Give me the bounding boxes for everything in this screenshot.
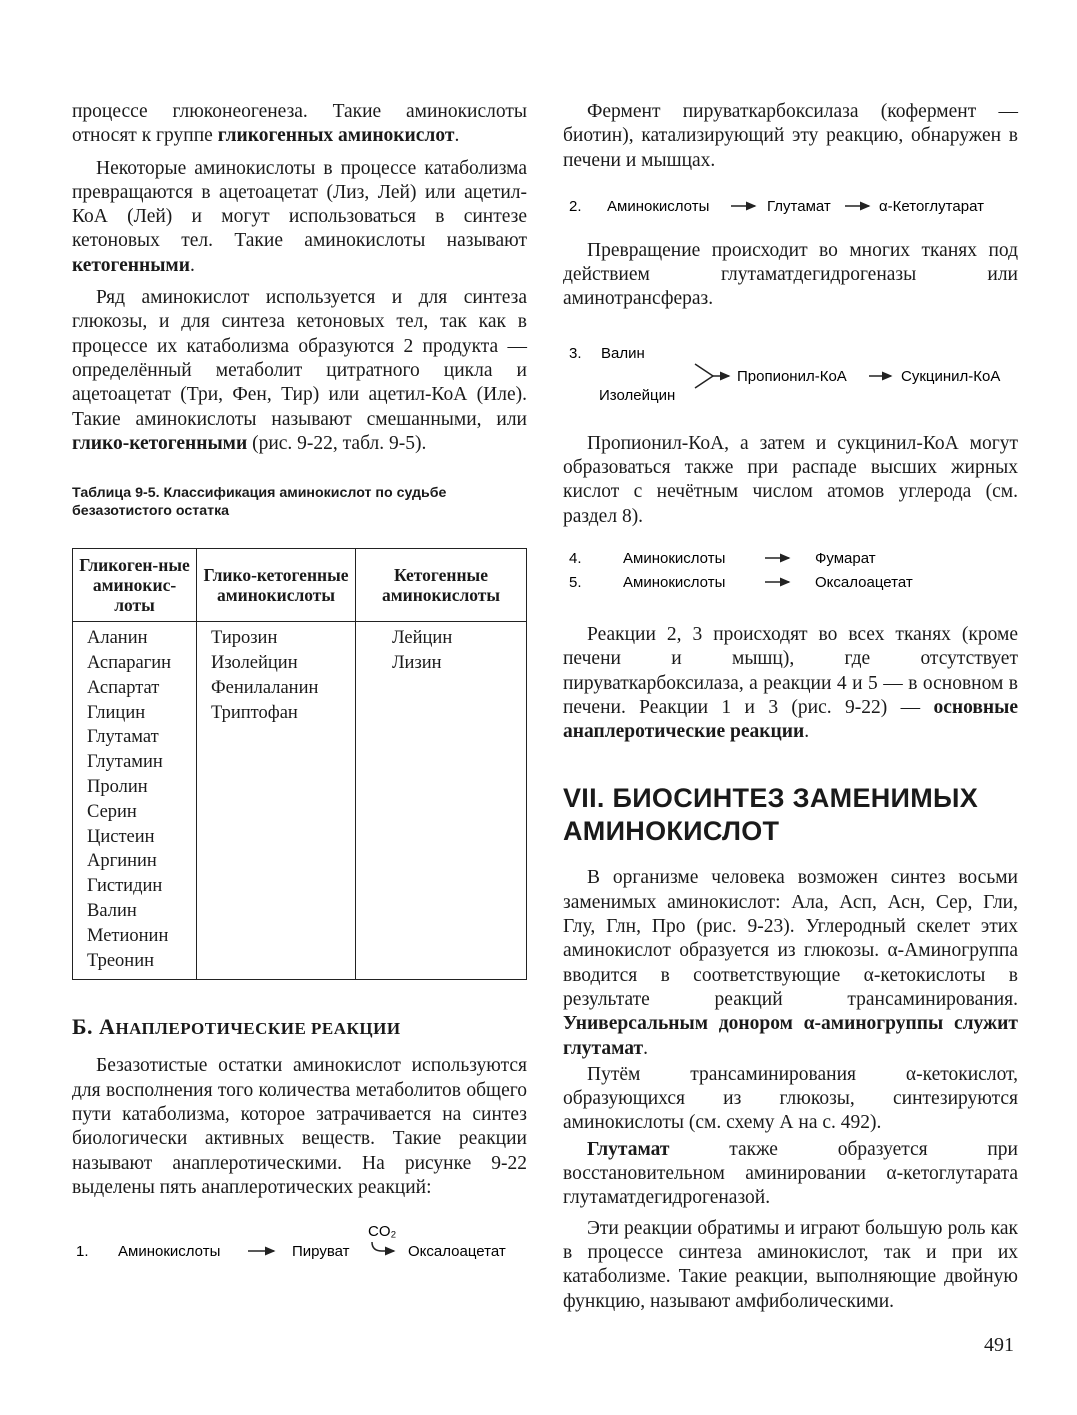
table-header-glycogenic: Гликоген-ные аминокис-лоты <box>73 549 197 622</box>
table-column-glyco-ketogenic <box>197 622 356 980</box>
reactions-4-5 <box>563 545 1018 601</box>
section-heading: Б. АНАПЛЕРОТИЧЕСКИЕ РЕАКЦИИ <box>72 1014 401 1040</box>
table-cell: Глутамат <box>87 727 159 748</box>
left-column <box>72 100 527 1266</box>
reaction-3 <box>563 338 1018 418</box>
reaction-substrate: Валин <box>601 344 645 362</box>
paragraph: Превращение происходит во многих тканях под действием глутаматдегидрогеназы или аминотрансфераз. <box>563 239 1018 310</box>
reaction-intermediate: Глутамат <box>767 197 831 215</box>
table-cell: Треонин <box>87 950 155 971</box>
classification-table <box>72 548 527 980</box>
table-column-glycogenic <box>73 622 197 980</box>
table-cell: Пролин <box>87 776 148 797</box>
paragraph: Глутамат также образуется при восстановительном аминировании α-кетоглутарата глутаматдегидрогеназой. <box>563 1138 1018 1209</box>
co2-label: CO₂ <box>368 1223 397 1241</box>
reaction-1 <box>72 1206 527 1266</box>
table-cell: Гистидин <box>87 876 163 897</box>
table-cell: Глутамин <box>87 752 163 773</box>
table-cell: Глицин <box>87 702 146 723</box>
reaction-substrate: Аминокислоты <box>118 1243 221 1261</box>
reaction-substrate: Изолейцин <box>599 386 676 404</box>
table-header-glyco-ketogenic: Глико-кетогенные аминокислоты <box>197 549 356 622</box>
table-cell: Аланин <box>87 628 148 649</box>
reaction-2 <box>563 187 1018 223</box>
reaction-product: Оксалоацетат <box>815 573 913 591</box>
reaction-substrate: Аминокислоты <box>607 197 710 215</box>
page-number: 491 <box>984 1334 1014 1356</box>
paragraph: Безазотистые остатки аминокислот используются для восполнения того количества метаболитов общего пути катаболизма, которое затрачивается на синтез биологически активных веществ. Такие реакции называют анаплеротическими. На рисунке 9-22 выделены пять анаплеротических реакций: <box>72 1055 527 1198</box>
reaction-intermediate: Пропионил-КоА <box>737 367 847 385</box>
reaction-number: 3. <box>569 344 582 362</box>
table-caption: Таблица 9-5. Классификация аминокислот по судьбе безазотистого остатка <box>72 485 447 520</box>
merge-bracket <box>695 364 713 388</box>
reaction-number: 2. <box>569 197 582 215</box>
paragraph: Эти реакции обратимы и играют большую роль как в процессе синтеза аминокислот, так и при их катаболизме. Такие реакции, выполняющие двойную функцию, называют амфиболическими. <box>563 1217 1018 1312</box>
reaction-product: Сукцинил-КоА <box>901 367 1001 385</box>
table-cell: Триптофан <box>211 702 298 723</box>
reaction-number: 5. <box>569 573 582 591</box>
reaction-number: 4. <box>569 549 582 567</box>
chapter-heading: VII. БИОСИНТЕЗ ЗАМЕНИМЫХ АМИНОКИСЛОТ <box>563 783 979 847</box>
table-cell: Аспартат <box>87 677 160 698</box>
reaction-product: Фумарат <box>815 549 876 567</box>
table-cell: Изолейцин <box>211 652 298 673</box>
table-cell: Аспарагин <box>87 652 172 673</box>
table-cell: Аргинин <box>87 851 157 872</box>
table-cell: Валин <box>87 900 137 921</box>
table-column-ketogenic <box>356 622 527 980</box>
paragraph: Фермент пируваткарбоксилаза (кофермент — биотин), катализирующий эту реакцию, обнаружен в печени и мышцах. <box>563 101 1018 171</box>
paragraph: Путём трансаминирования α-кетокислот, образующихся из глюкозы, синтезируются аминокислоты (см. схему А на с. 492). <box>563 1063 1018 1134</box>
table-cell: Тирозин <box>211 628 278 649</box>
table-cell: Лейцин <box>392 628 453 649</box>
paragraph: Некоторые аминокислоты в процессе катаболизма превращаются в ацетоацетат (Лиз, Лей) или ацетил-КоА (Лей) и могут использоваться в синтезе кетоновых тел. Такие аминокислоты называют кетогенными. <box>72 157 527 276</box>
paragraph: Реакции 2, 3 происходят во всех тканях (кроме печени и мышц), где отсутствует пируваткарбоксилаза, а реакции 4 и 5 — в основном в печени. Реакции 1 и 3 (рис. 9-22) — основные анаплеротические реакции. <box>563 623 1018 743</box>
reaction-substrate: Аминокислоты <box>623 573 726 591</box>
reaction-product: Оксалоацетат <box>408 1243 506 1261</box>
paragraph: Пропионил-КоА, а затем и сукцинил-КоА могут образоваться также при распаде высших жирных кислот с нечётным числом атомов углерода (см. раздел 8). <box>563 432 1018 527</box>
arrow-icon <box>372 1242 394 1251</box>
reaction-substrate: Аминокислоты <box>623 549 726 567</box>
table-cell: Метионин <box>87 925 169 946</box>
reaction-intermediate: Пируват <box>292 1243 350 1261</box>
table-header-ketogenic: Кетогенные аминокислоты <box>356 549 527 622</box>
paragraph: процессе глюконеогенеза. Такие аминокислоты относят к группе гликогенных аминокислот. <box>72 101 527 147</box>
table-cell: Серин <box>87 801 137 822</box>
table-cell: Фенилаланин <box>211 677 319 698</box>
paragraph: В организме человека возможен синтез восьми заменимых аминокислот: Ала, Асп, Асн, Сер, Гли, Глу, Глн, Про (рис. 9-23). Углеродный скелет этих аминокислот образуется из глюкозы. α-Аминогруппа вводится в соответствующие α-кетокислоты в результате реакций трансаминирования. Универсальным донором α-аминогруппы служит глутамат. <box>563 867 1018 1059</box>
right-column <box>563 100 1018 1314</box>
paragraph: Ряд аминокислот используется и для синтеза глюкозы, и для синтеза кетоновых тел, так как в процессе их катаболизма образуются 2 продукта — определённый метаболит цитратного цикла и ацетоацетат (Три, Фен, Тир) или ацетил-КоА (Иле). Такие аминокислоты называют смешанными, или глико-кетогенными (рис. 9-22, табл. 9-5). <box>72 287 527 454</box>
table-cell: Лизин <box>392 652 442 673</box>
reaction-number: 1. <box>76 1243 89 1261</box>
table-cell: Цистеин <box>87 826 155 847</box>
reaction-product: α-Кетоглутарат <box>879 197 984 215</box>
